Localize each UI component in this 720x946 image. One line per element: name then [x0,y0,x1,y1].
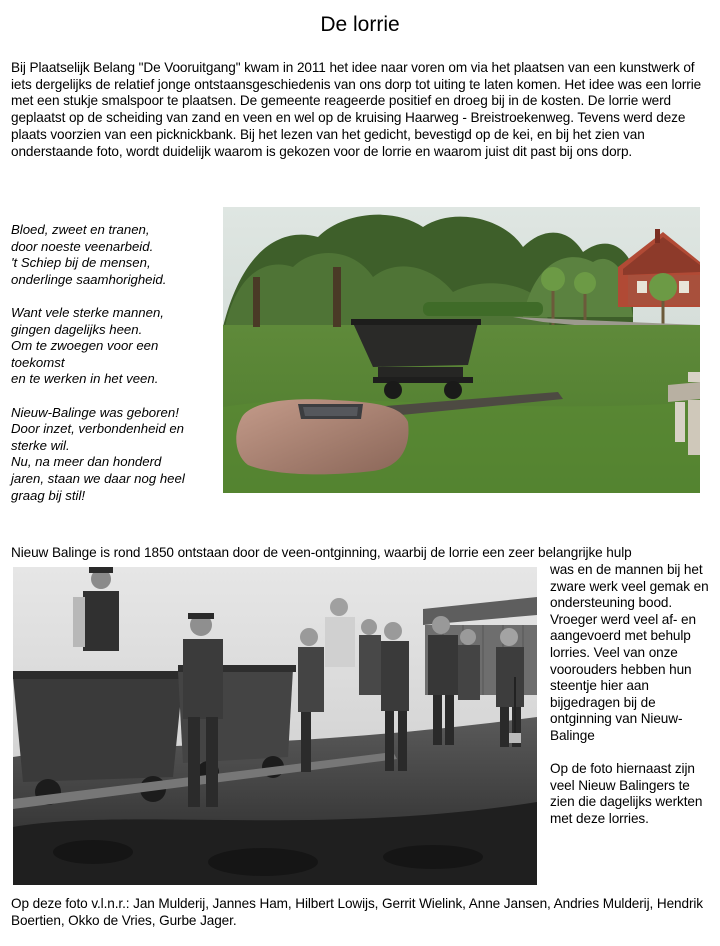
photo-caption: Op deze foto v.l.n.r.: Jan Mulderij, Jannes Ham, Hilbert Lowijs, Gerrit Wielink, Anne Jansen, Andries Mulderij, Hendrik Boertien, Okko de Vries, Gurbe Jager. [11,896,704,928]
historic-workers-photo [13,567,537,885]
historic-workers-illustration [13,567,537,885]
lorrie-monument-photo [223,207,700,493]
intro-paragraph: Bij Plaatselijk Belang "De Vooruitgang" kwam in 2011 het idee naar voren om via het plaatsen van een kunstwerk of iets dergelijks de relatief jonge ontstaansgeschiedenis van ons dorp tot uiting te laten komen. Het idee was een lorrie met een stukje smalspoor te plaatsen. De gemeente reageerde positief en droeg bij in de kosten. De lorrie werd geplaatst op de scheiding van zand en veen en wel op de kruising Haarweg - Breistroekenweg. Tevens werd deze plaats voorzien van een picknickbank. Bij het lezen van het gedicht, bevestigd op de kei, en bij het zien van onderstaande foto, wordt duidelijk waarom is gekozen voor de lorrie en waarom juist dit past bij ons dorp. [11,60,702,159]
poem [11,222,216,521]
poem-stanza-2: Want vele sterke mannen, gingen dagelijks heen. Om te zwoegen voor een toekomst en te werken in het veen. [11,304,164,387]
side-text [550,562,710,844]
lorrie-monument-illustration [223,207,700,493]
poem-stanza-3: Nieuw-Balinge was geboren! Door inzet, verbondenheid en sterke wil. Nu, na meer dan honderd jaren, staan we daar nog heel graag bij stil! [11,404,185,503]
section2-lead-text: Nieuw Balinge is rond 1850 ontstaan door de veen-ontginning, waarbij de lorrie een zeer belangrijke hulp [11,545,632,560]
side-text-paragraph-1: was en de mannen bij het zware werk veel gemak en ondersteuning bood. Vroeger werd veel af- en aangevoerd met behulp lorries. Veel van onze voorouders hebben hun steentje hier aan bijgedragen bij de ontginning van Nieuw-Balinge [550,562,709,743]
page-title: De lorrie [320,13,400,36]
side-text-paragraph-2: Op de foto hiernaast zijn veel Nieuw Balingers te zien die dagelijks werkten met deze lorries. [550,761,703,826]
poem-stanza-1: Bloed, zweet en tranen, door noeste veenarbeid. 't Schiep bij de mensen, onderlinge saamhorigheid. [11,222,167,287]
